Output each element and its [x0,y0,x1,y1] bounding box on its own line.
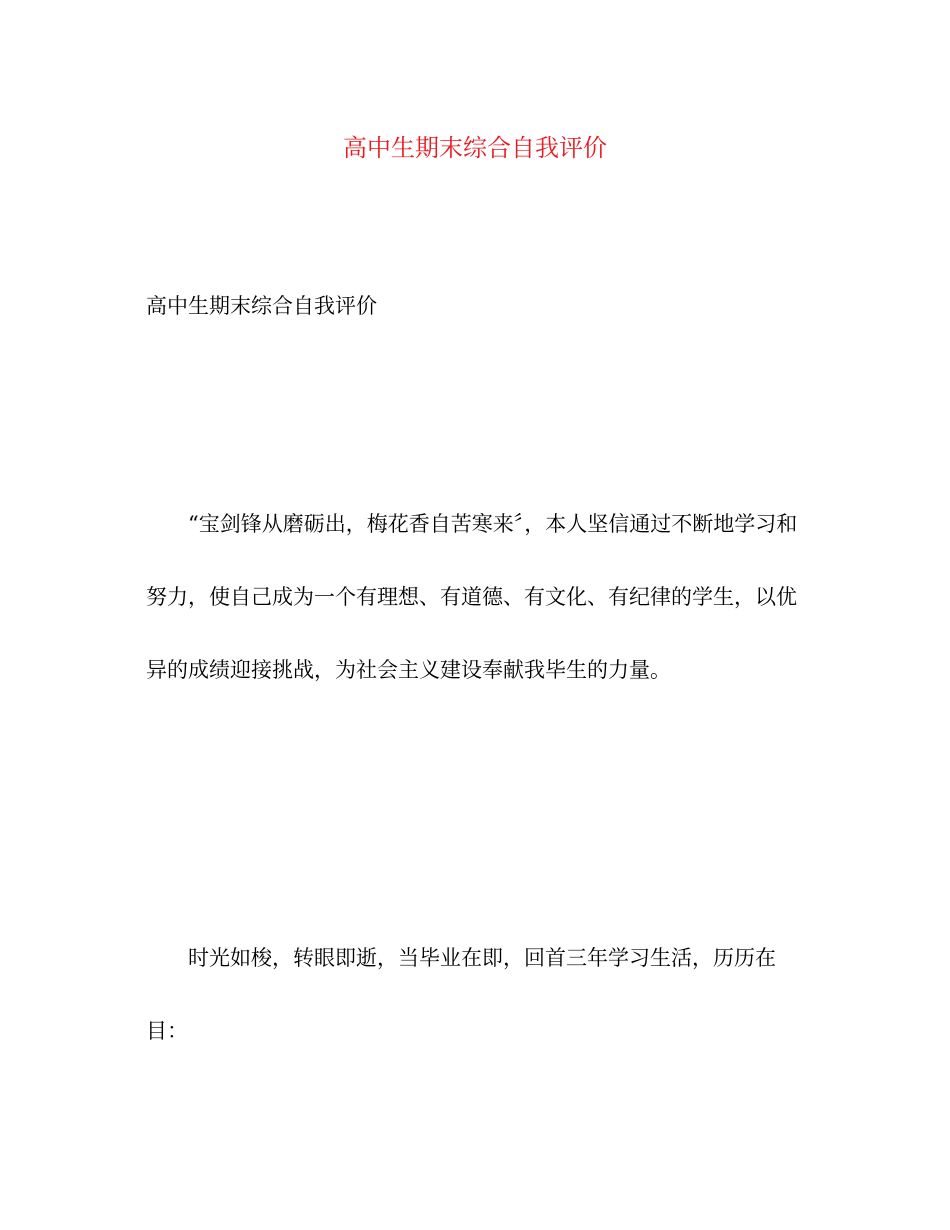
document-subtitle: 高中生期末综合自我评价 [146,294,377,318]
document-title: 高中生期末综合自我评价 [343,134,607,162]
paragraph-1: “宝剑锋从磨砺出，梅花香自苦寒来〞，本人坚信通过不断地学习和努力，使自己成为一个有理想、有道德、有文化、有纪律的学生，以优异的成绩迎接挑战，为社会主义建设奉献我毕生的力量。 [146,512,798,682]
paragraph-2: 时光如梭，转眼即逝，当毕业在即，回首三年学习生活，历历在目： [146,946,776,1043]
